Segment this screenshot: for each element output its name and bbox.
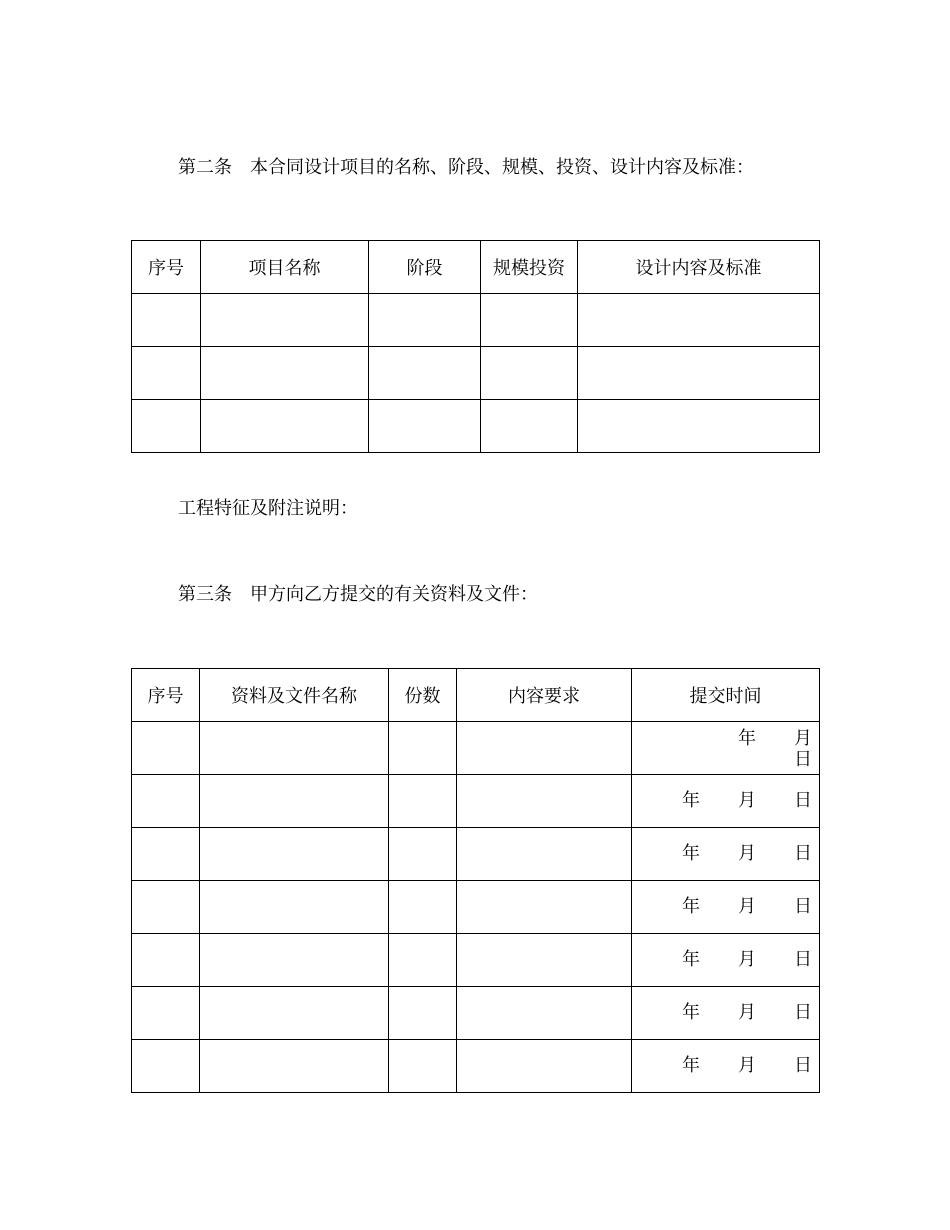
- table-cell[interactable]: [200, 934, 389, 987]
- table-cell[interactable]: [132, 347, 201, 400]
- date-year-label: 年: [682, 949, 700, 970]
- date-day-label: 日: [794, 1055, 812, 1076]
- table-row: [132, 934, 820, 987]
- header-serial-number: 序号: [132, 241, 201, 294]
- table-cell[interactable]: [457, 828, 632, 881]
- article-2-heading: 第二条 本合同设计项目的名称、阶段、规模、投资、设计内容及标准：: [178, 157, 754, 178]
- table-cell[interactable]: [132, 1040, 200, 1093]
- table-cell[interactable]: [201, 294, 369, 347]
- date-day-label: 日: [794, 949, 812, 970]
- date-day-label: 日: [794, 843, 812, 864]
- date-month-label: 月: [738, 949, 756, 970]
- header-project-name: 项目名称: [201, 241, 369, 294]
- table-cell[interactable]: [389, 775, 457, 828]
- submission-date-cell[interactable]: [632, 722, 820, 775]
- date-day-label: 日: [794, 749, 812, 770]
- table-cell[interactable]: [369, 294, 481, 347]
- header-design-content-standard: 设计内容及标准: [578, 241, 820, 294]
- header-submission-time: 提交时间: [632, 669, 820, 722]
- table-cell[interactable]: [389, 881, 457, 934]
- table-cell[interactable]: [457, 934, 632, 987]
- header-scale-investment: 规模投资: [481, 241, 578, 294]
- header-copies: 份数: [389, 669, 457, 722]
- table-cell[interactable]: [369, 347, 481, 400]
- table-cell[interactable]: [200, 775, 389, 828]
- table-cell[interactable]: [132, 722, 200, 775]
- submission-date-cell[interactable]: [632, 881, 820, 934]
- submission-date-cell[interactable]: [632, 934, 820, 987]
- table-cell[interactable]: [200, 828, 389, 881]
- date-month-label: 月: [794, 728, 812, 749]
- date-month-label: 月: [738, 1002, 756, 1023]
- table-cell[interactable]: [132, 934, 200, 987]
- date-year-label: 年: [682, 896, 700, 917]
- header-document-name: 资料及文件名称: [200, 669, 389, 722]
- table-cell[interactable]: [201, 400, 369, 453]
- table-cell[interactable]: [200, 881, 389, 934]
- table-row: [132, 400, 820, 453]
- table-row: [132, 775, 820, 828]
- table-row: [132, 881, 820, 934]
- table-cell[interactable]: [457, 987, 632, 1040]
- table-cell[interactable]: [481, 400, 578, 453]
- date-day-label: 日: [794, 790, 812, 811]
- date-year-label: 年: [682, 1055, 700, 1076]
- header-serial-number: 序号: [132, 669, 200, 722]
- project-table-header-row: [132, 241, 820, 294]
- table-row: [132, 722, 820, 775]
- date-year-label: 年: [682, 790, 700, 811]
- date-day-label: 日: [794, 896, 812, 917]
- table-row: [132, 294, 820, 347]
- header-stage: 阶段: [369, 241, 481, 294]
- submission-date-cell[interactable]: [632, 828, 820, 881]
- date-year-label: 年: [682, 1002, 700, 1023]
- date-month-label: 月: [738, 843, 756, 864]
- submission-date-cell[interactable]: [632, 987, 820, 1040]
- table-cell[interactable]: [457, 881, 632, 934]
- table-cell[interactable]: [201, 347, 369, 400]
- project-notes-label: 工程特征及附注说明：: [178, 498, 358, 519]
- documents-table: [131, 668, 820, 1093]
- date-year-label: 年: [682, 843, 700, 864]
- table-cell[interactable]: [457, 722, 632, 775]
- date-day-label: 日: [794, 1002, 812, 1023]
- table-cell[interactable]: [457, 1040, 632, 1093]
- table-cell[interactable]: [132, 987, 200, 1040]
- table-cell[interactable]: [457, 775, 632, 828]
- header-content-requirements: 内容要求: [457, 669, 632, 722]
- date-month-label: 月: [738, 790, 756, 811]
- table-cell[interactable]: [132, 775, 200, 828]
- table-cell[interactable]: [200, 1040, 389, 1093]
- table-row: [132, 347, 820, 400]
- table-cell[interactable]: [578, 294, 820, 347]
- table-cell[interactable]: [481, 347, 578, 400]
- table-cell[interactable]: [132, 294, 201, 347]
- date-year-label: 年: [738, 728, 756, 749]
- table-row: [132, 987, 820, 1040]
- submission-date-cell[interactable]: [632, 775, 820, 828]
- table-cell[interactable]: [200, 722, 389, 775]
- article-3-heading: 第三条 甲方向乙方提交的有关资料及文件：: [178, 584, 538, 605]
- table-cell[interactable]: [369, 400, 481, 453]
- table-cell[interactable]: [132, 828, 200, 881]
- table-cell[interactable]: [578, 347, 820, 400]
- submission-date-cell[interactable]: [632, 1040, 820, 1093]
- table-row: [132, 828, 820, 881]
- table-cell[interactable]: [481, 294, 578, 347]
- table-cell[interactable]: [389, 1040, 457, 1093]
- table-cell[interactable]: [389, 722, 457, 775]
- date-month-label: 月: [738, 1055, 756, 1076]
- table-cell[interactable]: [132, 400, 201, 453]
- table-cell[interactable]: [578, 400, 820, 453]
- project-table: [131, 240, 820, 453]
- table-cell[interactable]: [389, 934, 457, 987]
- date-month-label: 月: [738, 896, 756, 917]
- table-cell[interactable]: [200, 987, 389, 1040]
- table-row: [132, 1040, 820, 1093]
- table-cell[interactable]: [132, 881, 200, 934]
- documents-table-header-row: [132, 669, 820, 722]
- table-cell[interactable]: [389, 828, 457, 881]
- table-cell[interactable]: [389, 987, 457, 1040]
